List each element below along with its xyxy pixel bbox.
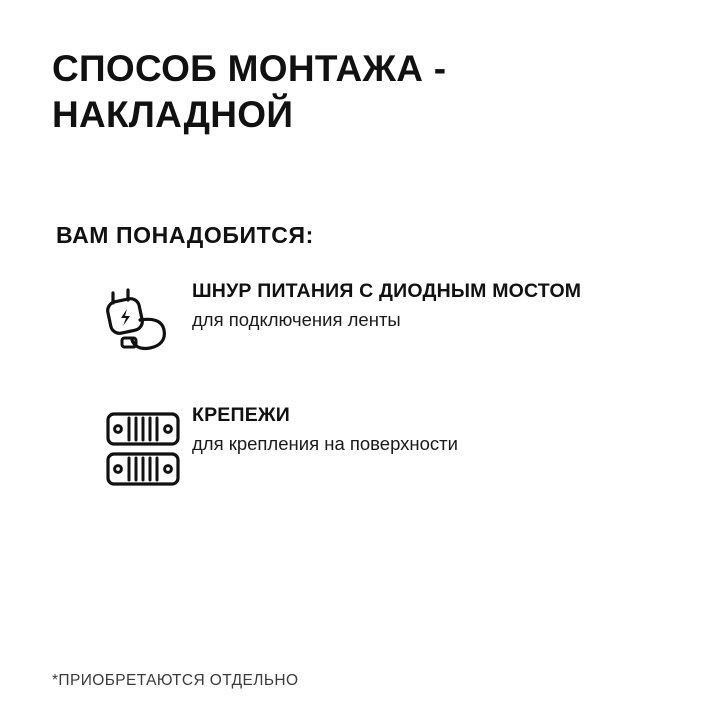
list-item (100, 402, 660, 494)
list-item-description: для подключения ленты (192, 308, 401, 330)
list-item (100, 278, 660, 366)
section-subtitle: ВАМ ПОНАДОБИТСЯ: (56, 222, 314, 248)
requirements-list (100, 278, 660, 530)
power-cord-plug-icon (100, 278, 192, 366)
list-item-title: ШНУР ПИТАНИЯ С ДИОДНЫМ МОСТОМ (192, 280, 582, 302)
list-item-text (192, 278, 660, 331)
page-title: СПОСОБ МОНТАЖА - НАКЛАДНОЙ (52, 48, 447, 136)
list-item-description: для крепления на поверхности (192, 432, 458, 454)
footnote: *ПРИОБРЕТАЮТСЯ ОТДЕЛЬНО (52, 672, 299, 689)
mounting-clips-icon (100, 402, 192, 494)
list-item-title: КРЕПЕЖИ (192, 404, 290, 426)
list-item-text (192, 402, 660, 455)
